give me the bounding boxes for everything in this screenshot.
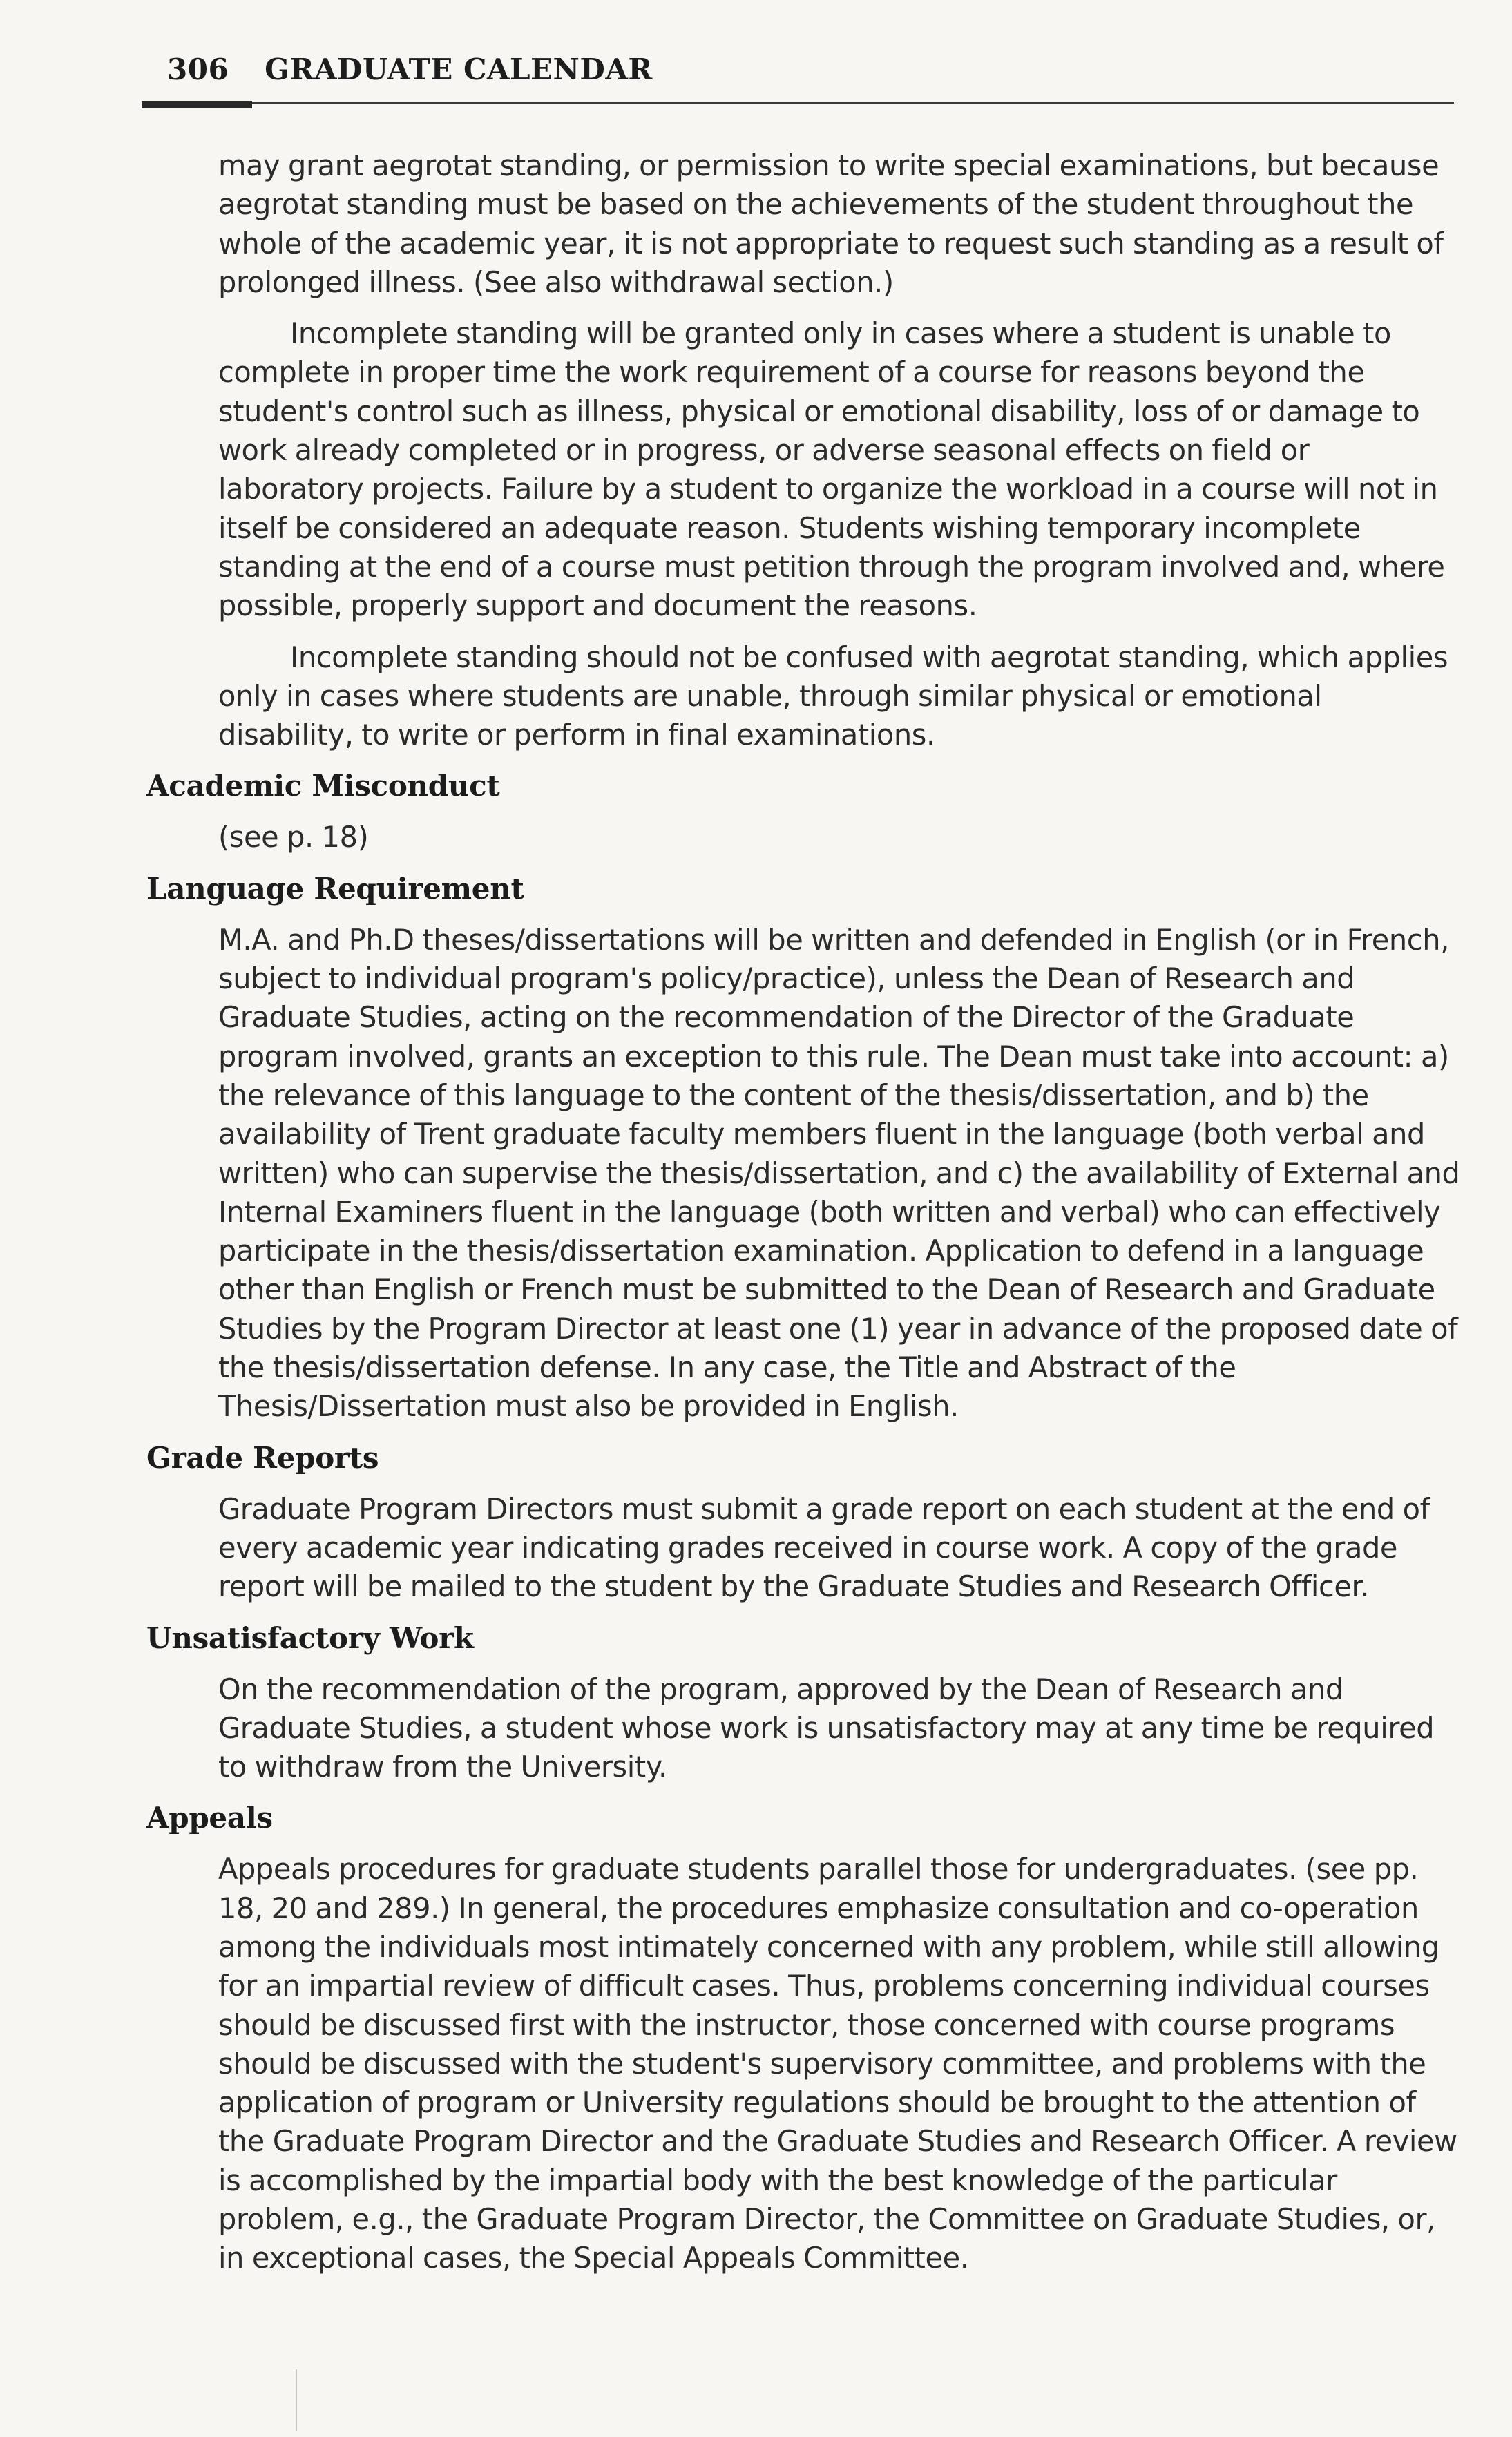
appeals-text: Appeals procedures for graduate students parallel those for undergraduates. (see pp. 18, 20 and 289.) In general, the procedures emphasize consultation and co-operation among the individuals most intimately concerned with any problem, while still allowing for an impartial review of difficult cases. Thus, problems concerning individual courses should be discussed first with the instructor, those concerned with course programs should be discussed with the student's supervisory committee, and problems with the application of program or University regulations should be brought to the attention of the Graduate Program Director and the Graduate Studies and Research Officer. A review is accomplished by the impartial body with the best knowledge of the particular problem, e.g., the Graduate Program Director, the Committee on Graduate Studies, or, in exceptional cases, the Special Appeals Committee. bbox=[218, 1852, 1457, 2275]
section-heading-academic-misconduct: Academic Misconduct bbox=[146, 769, 500, 803]
page-number: 306 bbox=[167, 52, 229, 86]
grade-reports-text: Graduate Program Directors must submit a grade report on each student at the end of every academic year indicating grades received in course work. A copy of the grade report will be mailed to the student by the Graduate Studies and Research Officer. bbox=[218, 1491, 1430, 1604]
running-head bbox=[167, 52, 653, 86]
running-title: GRADUATE CALENDAR bbox=[265, 52, 653, 86]
incomplete-standing-paragraph: Incomplete standing will be granted only in cases where a student is unable to complete in proper time the work requirement of a course for reasons beyond the student's control such as illness, physical or emotional disability, loss of or damage to work already completed or in progress, or adverse seasonal effects on field or laboratory projects. Failure by a student to organize the workload in a course will not in itself be considered an adequate reason. Students wishing temporary incomplete standing at the end of a course must petition through the program involved and, where possible, properly support and document the reasons. bbox=[218, 316, 1445, 623]
section-heading-appeals: Appeals bbox=[146, 1801, 273, 1835]
scan-margin-mark bbox=[296, 2369, 297, 2431]
unsatisfactory-work-text: On the recommendation of the program, approved by the Dean of Research and Graduate Studies, a student whose work is unsatisfactory may at any time be required to withdraw from the University. bbox=[218, 1672, 1435, 1784]
header-rule-accent bbox=[142, 101, 252, 108]
aegrotat-paragraph: may grant aegrotat standing, or permission to write special examinations, but because aegrotat standing must be based on the achievements of the student throughout the whole of the academic year, it is not appropriate to request such standing as a result of prolonged illness. (See also withdrawal section.) bbox=[218, 149, 1444, 299]
language-requirement-text: M.A. and Ph.D theses/dissertations will be written and defended in English (or in French, subject to individual program's policy/practice), unless the Dean of Research and Graduate Studies, acting on the recommendation of the Director of the Graduate program involved, grants an exception to this rule. The Dean must take into account: a) the relevance of this language to the content of the thesis/dissertation, and b) the availability of Trent graduate faculty members fluent in the language (both verbal and written) who can supervise the thesis/dissertation, and c) the availability of External and Internal Examiners fluent in the language (both written and verbal) who can effectively participate in the thesis/dissertation examination. Application to defend in a language other than English or French must be submitted to the Dean of Research and Graduate Studies by the Program Director at least one (1) year in advance of the proposed date of the thesis/dissertation defense. In any case, the Title and Abstract of the Thesis/Dissertation must also be provided in English. bbox=[218, 922, 1460, 1424]
section-heading-unsatisfactory-work: Unsatisfactory Work bbox=[146, 1621, 474, 1655]
page-body bbox=[0, 146, 1512, 2291]
section-heading-language-requirement: Language Requirement bbox=[146, 871, 524, 906]
academic-misconduct-text: (see p. 18) bbox=[218, 820, 369, 854]
header-rule bbox=[142, 102, 1454, 104]
incomplete-vs-aegrotat-paragraph: Incomplete standing should not be confused with aegrotat standing, which applies only in cases where students are unable, through similar physical or emotional disability, to write or perform in final examinations. bbox=[218, 640, 1448, 752]
section-heading-grade-reports: Grade Reports bbox=[146, 1440, 379, 1475]
